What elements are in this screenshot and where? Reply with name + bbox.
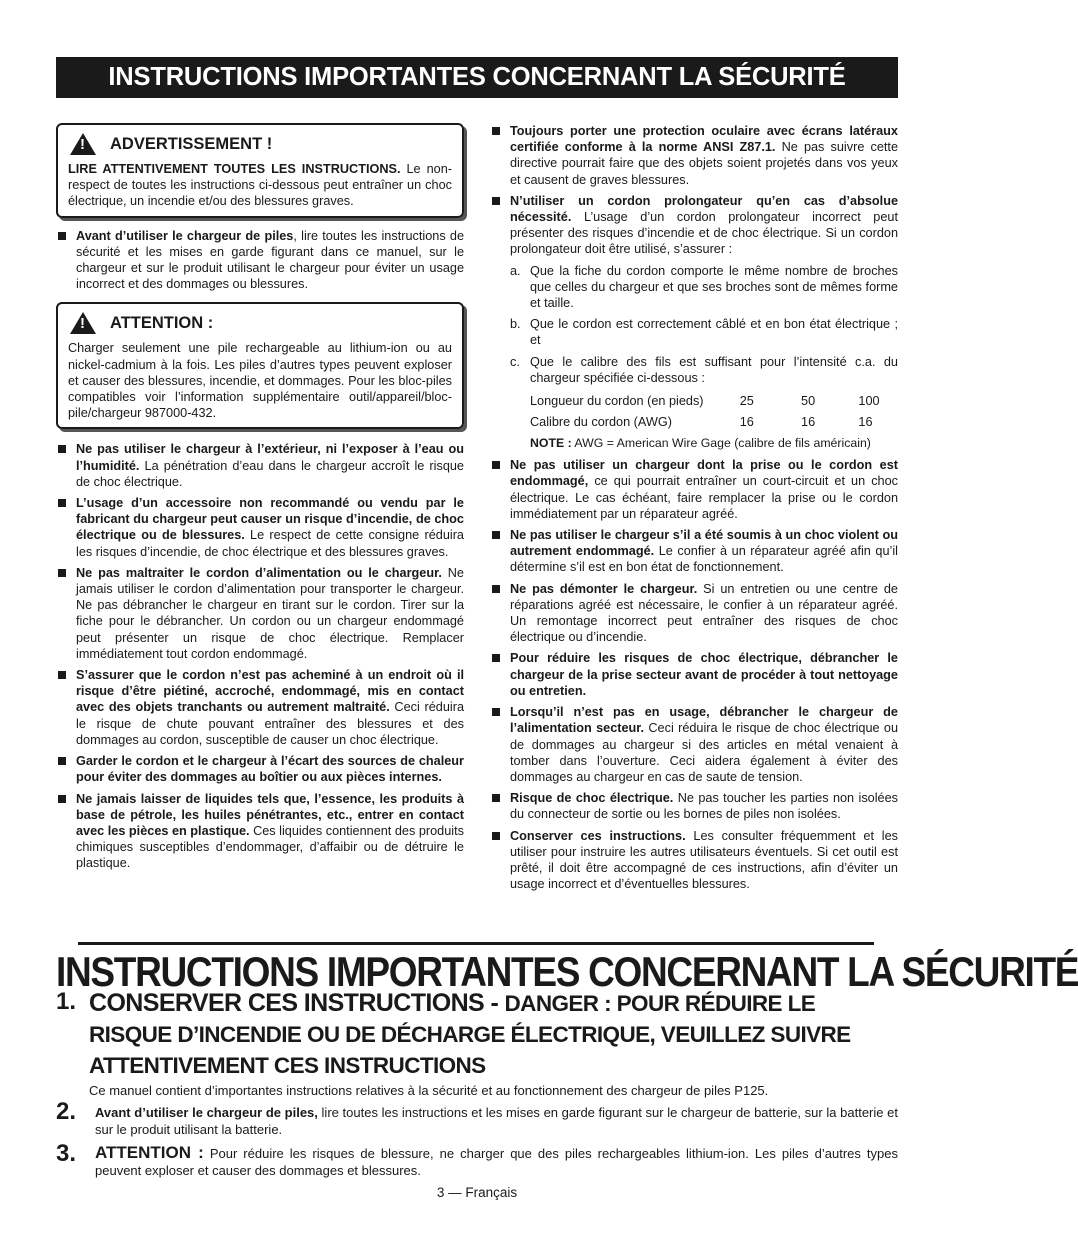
list-item: Toujours porter une protection oculaire avec écrans latéraux certifiée conforme à la norme ANSI Z87.1. Ne pas suivre cette directive pourrait faire que des objets soient projetés dans vos yeux et causent de graves blessures.	[490, 123, 898, 188]
section-title: INSTRUCTIONS IMPORTANTES CONCERNANT LA SÉCURITÉ	[56, 949, 1078, 996]
list-item: S’assurer que le cordon n’est pas acheminé à un endroit où il risque d’être piétiné, accroché, endommagé, mis en contact avec des objets tranchants ou autrement maltraité. Ceci réduira le risque de chute pouvant entraîner des blessures et des dommages au cordon, susceptible de causer un choc électrique.	[56, 667, 464, 748]
list-item: N’utiliser un cordon prolongateur qu’en cas d’absolue nécessité. L’usage d’un cordon prolongateur incorrect peut présenter des risques d’incendie et de choc électrique. Si un cordon prolongateur doit être utilisé, s’assurer :	[490, 193, 898, 258]
attention-box-title: ATTENTION :	[110, 314, 214, 333]
numbered-item-1	[56, 988, 898, 1099]
warning-triangle-icon	[70, 312, 96, 334]
list-item: Ne pas démonter le chargeur. Si un entretien ou une centre de réparations agréé est nécessaire, le confier à un réparateur agréé. Un remontage incorrect peut entraîner des risques de choc électrique ou d’incendie.	[490, 581, 898, 646]
sub-item: b. Que le cordon est correctement câblé et en bon état électrique ; et	[510, 317, 898, 348]
paragraph: Ce manuel contient d’importantes instructions relatives à la sécurité et au fonctionnement des chargeur de piles P125.	[89, 1083, 769, 1098]
paragraph: Avant d’utiliser le chargeur de piles, lire toutes les instructions et les mises en garde figurant sur le chargeur de batterie, sur la batterie et sur le produit utilisant la batterie.	[95, 1105, 898, 1137]
item-number: 3.	[56, 1140, 77, 1167]
table-row: Longueur du cordon (en pieds) 25 50 100	[530, 394, 880, 409]
cord-gauge-table	[530, 391, 898, 433]
sub-item: a. Que la fiche du cordon comporte le même nombre de broches que celles du chargeur et que ses broches sont de mêmes forme et taille.	[510, 263, 898, 311]
awg-note: NOTE : AWG = American Wire Gage (calibre de fils américain)	[530, 436, 871, 451]
item-number: 1.	[56, 988, 77, 1015]
right-column	[490, 123, 898, 897]
list-item: Ne pas utiliser le chargeur à l’extérieur, ni l’exposer à l’eau ou l’humidité. La pénétration d’eau dans le chargeur accroît le risque de choc électrique.	[56, 441, 464, 490]
list-item: Ne pas utiliser le chargeur s’il a été soumis à un choc violent ou autrement endommagé. Le confier à un réparateur agréé afin qu’il détermine s’il est en bon état de fonctionnement.	[490, 527, 898, 576]
list-item: Ne pas utiliser un chargeur dont la prise ou le cordon est endommagé, ce qui pourrait entraîner un court-circuit et un choc électrique. Le cas échéant, faire remplacer la prise ou le cordon immédiatement par un réparateur agréé.	[490, 457, 898, 522]
list-item: Pour réduire les risques de choc électrique, débrancher le chargeur de la prise secteur avant de procéder à tout nettoyage ou entretien.	[490, 650, 898, 699]
page-banner-title: INSTRUCTIONS IMPORTANTES CONCERNANT LA SÉCURITÉ	[56, 57, 898, 98]
attention-box	[56, 302, 464, 429]
item-number: 2.	[56, 1098, 77, 1125]
numbered-item-3	[56, 1140, 898, 1179]
list-item: Lorsqu’il n’est pas en usage, débrancher le chargeur de l’alimentation secteur. Ceci réduira le risque de choc électrique ou de dommages au chargeur si des articles en métal venaient à tomber dans l’ouverture. Ceci aidera également à éviter des dommages au chargeur en cas de saute de tension.	[490, 704, 898, 785]
list-item: Ne pas maltraiter le cordon d’alimentation ou le chargeur. Ne jamais utiliser le cordon d’alimentation pour transporter le chargeur. Ne pas débrancher le chargeur en tirant sur le cordon. Tirer sur la fiche pour le débrancher. Un cordon ou un chargeur endommagé peut présenter un risque de choc électrique. Remplacer immédiatement tout cordon endommagé.	[56, 565, 464, 662]
warning-box	[56, 123, 464, 218]
attention-box-text: Charger seulement une pile rechargeable au lithium-ion ou au nickel-cadmium à la fois. Les piles d’autres types peuvent exploser et causer des blessures, incendie, et dommages. Pour les bloc-piles compatibles voir l’information supplémentaire outil/appareil/bloc-pile/chargeur 987000-432.	[68, 341, 452, 421]
list-item: L’usage d’un accessoire non recommandé ou vendu par le fabricant du chargeur peut causer un risque d’incendie, de choc électrique ou de blessures. Le respect de cette consigne réduira les risques d’incendie, de choc électrique et des blessures graves.	[56, 495, 464, 560]
table-row: Calibre du cordon (AWG) 16 16 16	[530, 415, 873, 430]
paragraph: ATTENTION : Pour réduire les risques de blessure, ne charger que des piles rechargeables lithium-ion. Les piles d’autres types peuvent exploser et causer des dommages et blessures.	[95, 1143, 898, 1178]
list-item: Conserver ces instructions. Les consulter fréquemment et les utiliser pour instruire les autres utilisateurs éventuels. Si cet outil est prêté, il doit être accompagné de ces instructions, afin d’éviter un usage incorrect et d’éventuelles blessures.	[490, 828, 898, 893]
warning-box-title: ADVERTISSEMENT !	[110, 134, 273, 153]
warning-triangle-icon	[70, 133, 96, 155]
list-item: Garder le cordon et le chargeur à l’écart des sources de chaleur pour éviter des dommages au boîtier ou aux pièces internes.	[56, 753, 464, 785]
sub-item: c. Que le calibre des fils est suffisant pour l’intensité c.a. du chargeur spécifiée ci-dessous :	[510, 354, 898, 385]
list-item: Avant d’utiliser le chargeur de piles, lire toutes les instructions de sécurité et les mises en garde figurant dans ce manuel, sur le chargeur et sur le produit utilisant le chargeur pour éviter un usage incorrect et des dommages ou blessures.	[56, 228, 464, 293]
numbered-item-2	[56, 1098, 898, 1138]
list-item: Risque de choc électrique. Ne pas toucher les parties non isolées du connecteur de sortie ou les bornes de piles non isolées.	[490, 790, 898, 822]
page-footer: 3 — Français	[436, 1185, 518, 1200]
warning-box-text: LIRE ATTENTIVEMENT TOUTES LES INSTRUCTIONS. Le non-respect de toutes les instructions ci-dessous peut entraîner un choc électrique, un incendie et/ou des blessures graves.	[68, 162, 452, 209]
numbered-heading: CONSERVER CES INSTRUCTIONS - DANGER : POUR RÉDUIRE LE RISQUE D’INCENDIE OU DE DÉCHARGE ÉLECTRIQUE, VEUILLEZ SUIVRE ATTENTIVEMENT CES INSTRUCTIONS	[89, 989, 851, 1078]
left-column	[56, 123, 464, 877]
list-item: Ne jamais laisser de liquides tels que, l’essence, les produits à base de pétrole, les huiles pénétrantes, etc., entrer en contact avec les pièces en plastique. Ces liquides contiennent des produits chimiques susceptibles d’endommager, d’affaibir ou de détruire le plastique.	[56, 791, 464, 872]
section-divider	[78, 942, 874, 945]
